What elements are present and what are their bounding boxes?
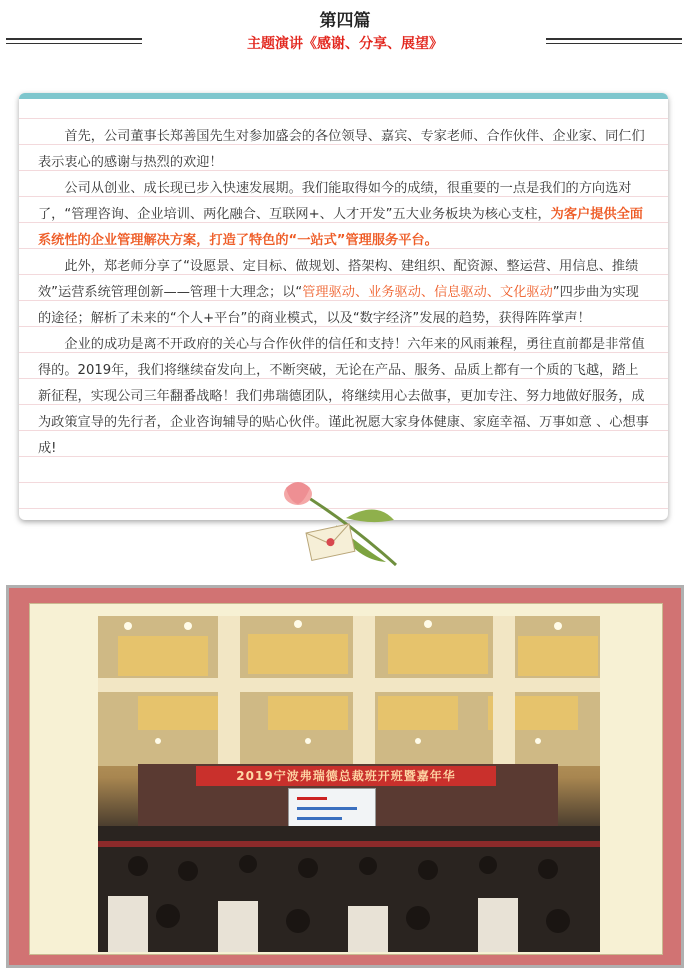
driver-separator-2: 、	[420, 285, 435, 300]
driver-management: 管理驱动	[302, 285, 355, 300]
card-topbar	[19, 93, 668, 99]
driver-culture: 文化驱动	[500, 285, 553, 300]
paragraph-3-text-a: 此外，郑老师分享了“设愿景、定目标、做规划、搭架构、建组织、配资源、整运营、用信息、推绩效”运营系统管理创新——管理十大理念；以“	[38, 259, 639, 300]
paragraph-2-highlight: 为客户提供全面系统性的企业管理解决方案，打造了特色的“一站式”管理服务平台。	[38, 207, 643, 248]
event-banner: 2019宁波弗瑞德总裁班开班暨嘉年华	[196, 766, 496, 786]
paragraph-3-text-b: ”四步曲为实现的途径；解析了未来的“个人+平台”的商业模式，以及“数字经济”发展的趋势，获得阵阵掌声！	[38, 285, 639, 326]
paragraph-3	[38, 254, 650, 332]
driver-separator-3: 、	[486, 285, 501, 300]
driver-information: 信息驱动	[434, 285, 487, 300]
event-photo	[98, 616, 600, 952]
driver-separator-1: 、	[354, 285, 369, 300]
photo-mat	[29, 603, 663, 955]
ceiling-lights	[98, 616, 600, 766]
driver-business: 业务驱动	[368, 285, 421, 300]
tulip-envelope-icon	[276, 480, 416, 570]
section-subtitle: 主题演讲《感谢、分享、展望》	[247, 36, 443, 52]
paragraph-2-text: 公司从创业、成长现已步入快速发展期。我们能取得如今的成绩，很重要的一点是我们的方向选对了，“管理咨询、企业培训、两化融合、互联网+、人才开发”五大业务板块为核心支柱，	[38, 181, 632, 222]
article-card	[19, 93, 668, 520]
photo-frame	[6, 585, 684, 968]
paragraph-1: 首先，公司董事长郑善国先生对参加盛会的各位领导、嘉宾、专家老师、合作伙伴、企业家、同仁们表示衷心的感谢与热烈的欢迎！	[38, 129, 645, 170]
section-title: 第四篇	[319, 11, 371, 31]
paragraph-4: 企业的成功是离不开政府的关心与合作伙伴的信任和支持！六年来的风雨兼程，勇往直前都是非常值得的。2019年，我们将继续奋发向上，不断突破，无论在产品、服务、品质上都有一个质的飞越，踏上新征程，实现公司三年翻番战略！我们弗瑞德团队，将继续用心去做事，更加专注、努力地做好服务，成为政策宣导的先行者，企业咨询辅导的贴心伙伴。谨此祝愿大家身体健康、家庭幸福、万事如意 、心想事成!	[38, 337, 649, 456]
article-text	[38, 124, 650, 462]
audience	[98, 826, 600, 952]
paragraph-2	[38, 176, 650, 254]
